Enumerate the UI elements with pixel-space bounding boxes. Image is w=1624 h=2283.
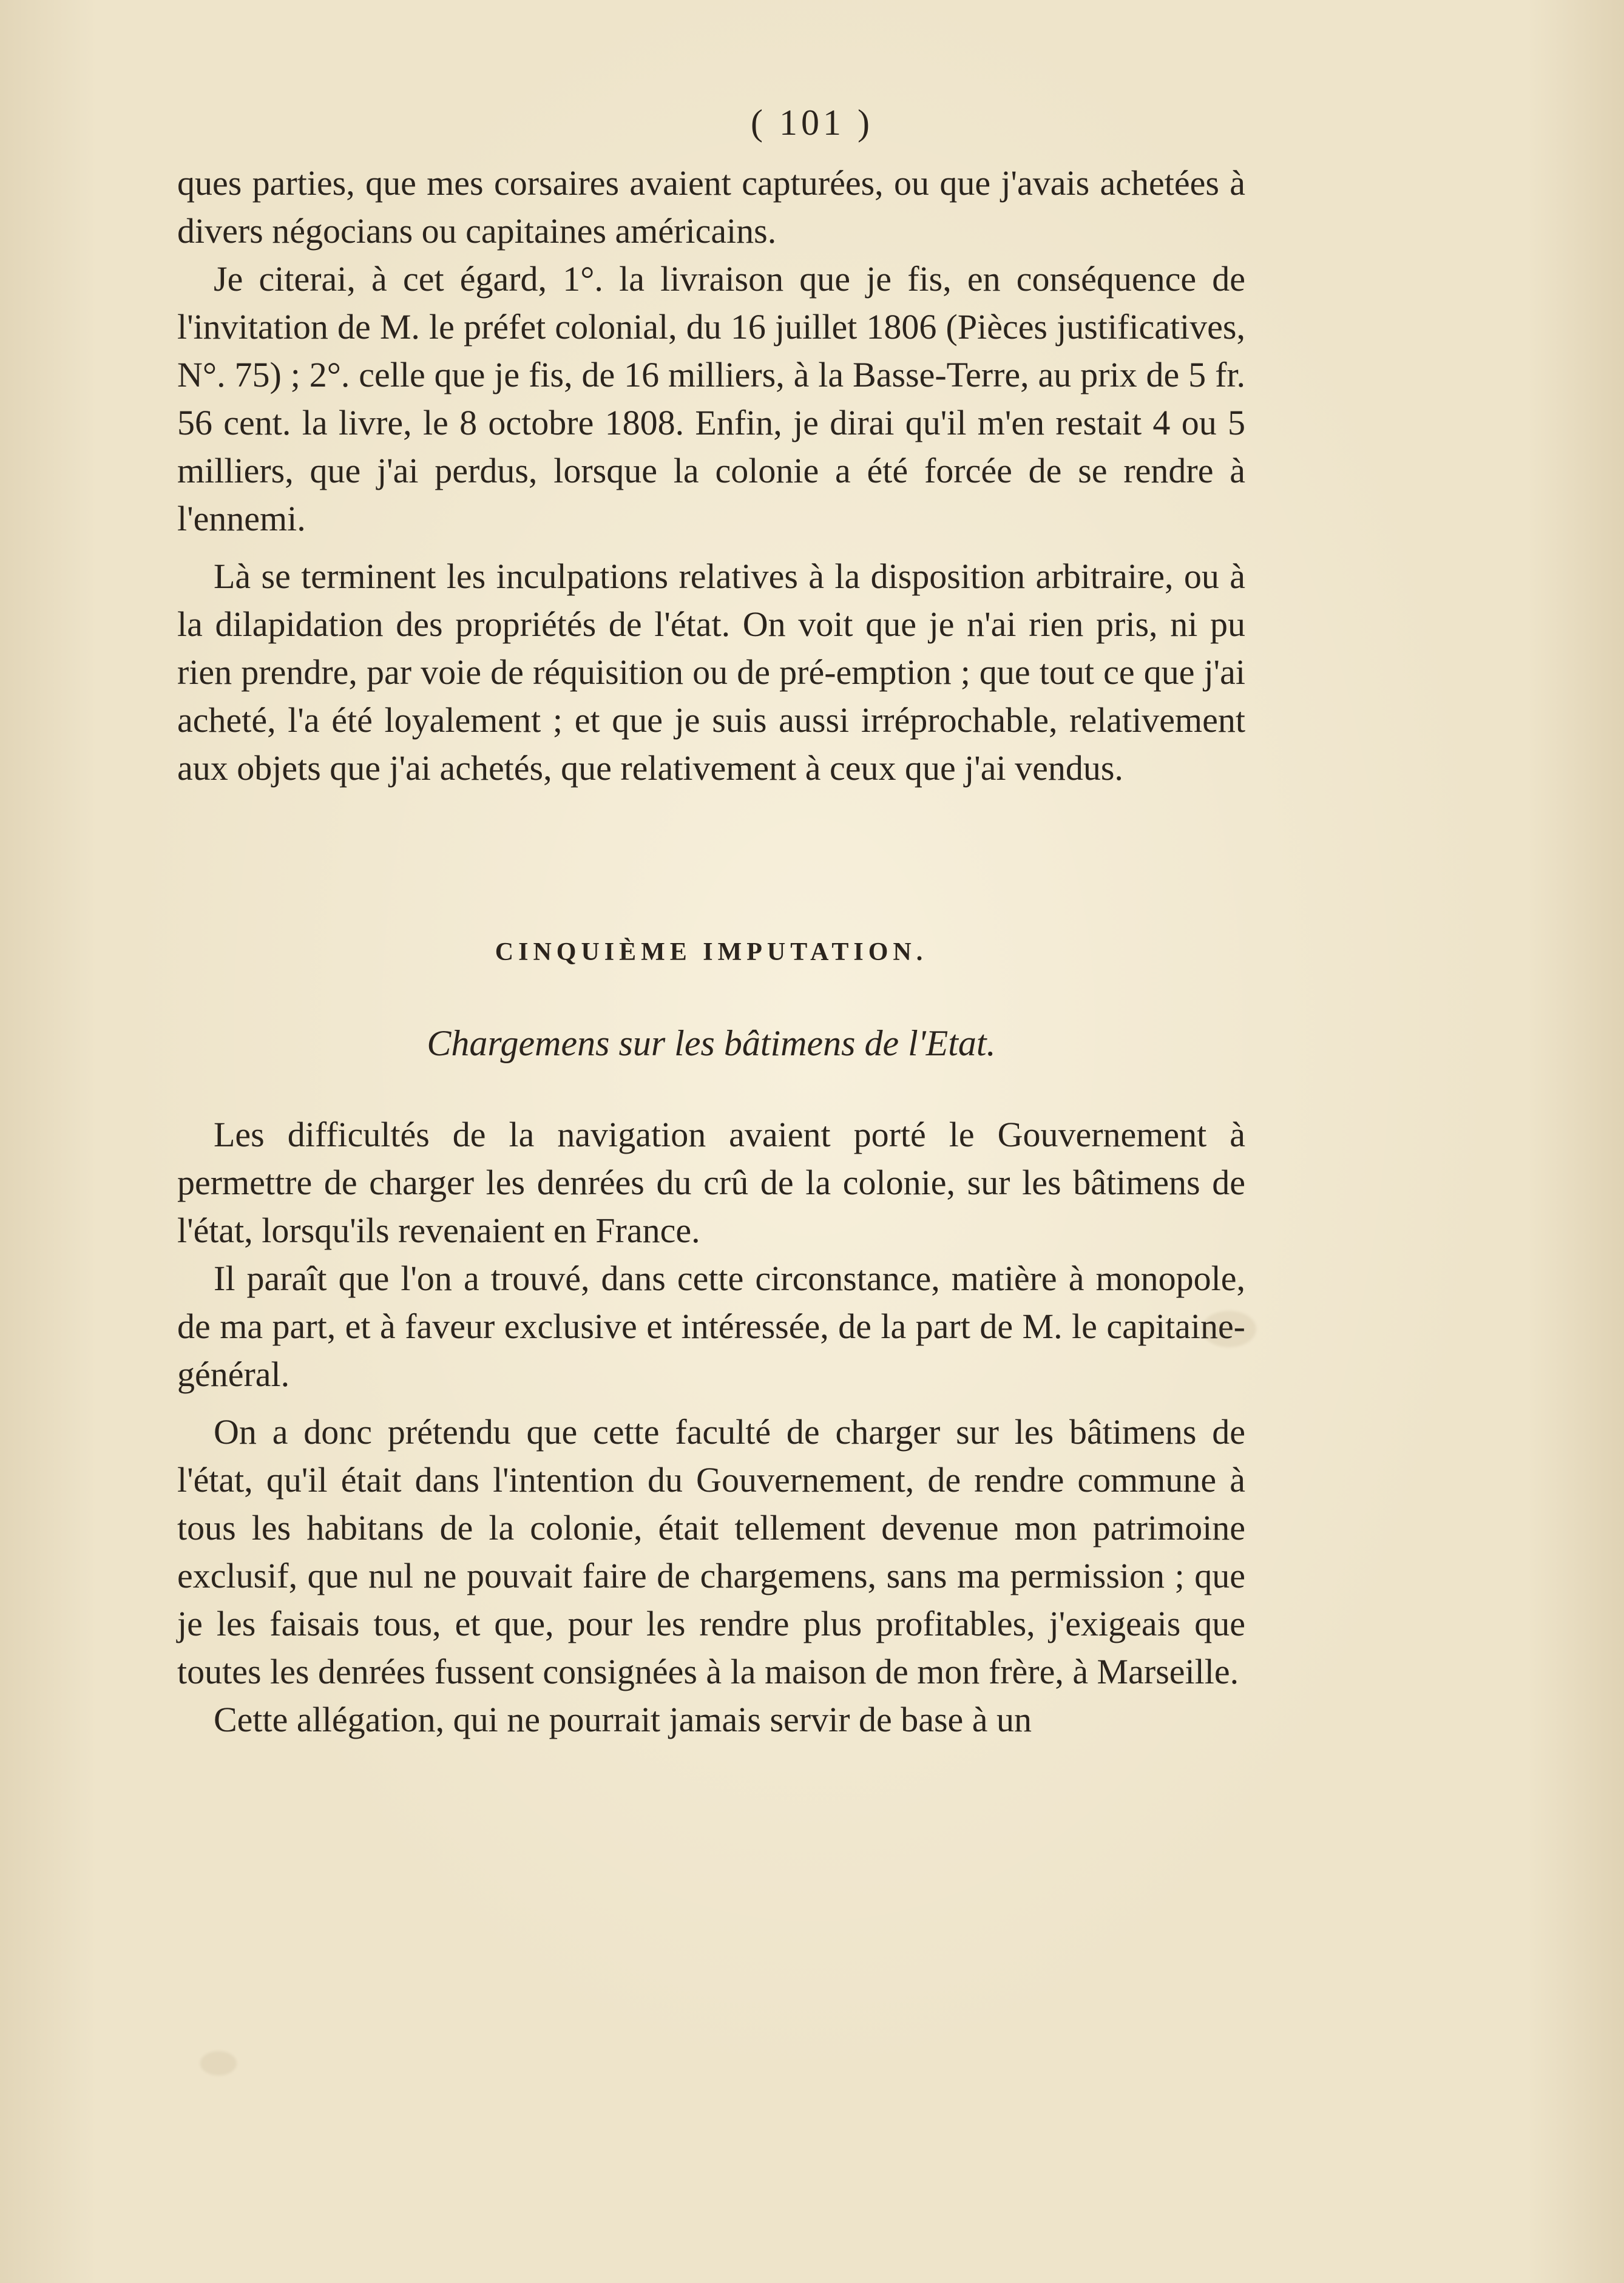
paragraph-continuation: ques parties, que mes corsaires avaient capturées, ou que j'avais achetées à divers négocians ou capitaines américains. (177, 163, 1245, 251)
paragraph-livraison: Je citerai, à cet égard, 1°. la livraison que je fis, en conséquence de l'invitation de M. le préfet colonial, du 16 juillet 1806 (Pièces justificatives, N°. 75) ; 2°. celle que je fis, de 16 milliers, à la Basse-Terre, au prix de 5 fr. 56 cent. la livre, le 8 octobre 1808. Enfin, je dirai qu'il m'en restait 4 ou 5 milliers, que j'ai perdus, lorsque la colonie a été forcée de se rendre à l'ennemi. (177, 259, 1245, 538)
section-subtitle: Chargemens sur les bâtimens de l'Etat. (427, 1023, 996, 1063)
paragraph-allegation: Cette allégation, qui ne pourrait jamais servir de base à un (214, 1700, 1032, 1739)
paper-stain (200, 2051, 237, 2075)
paragraph-inculpations: Là se terminent les inculpations relatives à la disposition arbitraire, ou à la dilapidation des propriétés de l'état. On voit que je n'ai rien pris, ni pu rien prendre, par voie de réquisition ou de pré-emption ; que tout ce que j'ai acheté, l'a été loyalement ; et que je suis aussi irréprochable, relativement aux objets que j'ai achetés, que relativement à ceux que j'ai vendus. (177, 556, 1245, 788)
paragraph-pretendu: On a donc prétendu que cette faculté de charger sur les bâtimens de l'état, qu'il était dans l'intention du Gouvernement, de rendre commune à tous les habitans de la colonie, était tellement devenue mon patrimoine exclusif, que nul ne pouvait faire de chargemens, sans ma permission ; que je les faisais tous, et que, pour les rendre plus profitables, j'exigeais que toutes les denrées fussent consignées à la maison de mon frère, à Marseille. (177, 1412, 1245, 1691)
paragraph-navigation: Les difficultés de la navigation avaient porté le Gouvernement à permettre de charger les denrées du crû de la colonie, sur les bâtimens de l'état, lorsqu'ils revenaient en France. (177, 1115, 1245, 1250)
page-number: ( 101 ) (751, 103, 873, 143)
paragraph-monopole: Il paraît que l'on a trouvé, dans cette circonstance, matière à monopole, de ma part, et à faveur exclusive et intéressée, de la part de M. le capitaine-général. (177, 1259, 1245, 1394)
text-block-bottom (177, 1111, 1245, 1744)
text-block-top (177, 159, 1245, 792)
section-heading: CINQUIÈME IMPUTATION. (495, 938, 928, 966)
